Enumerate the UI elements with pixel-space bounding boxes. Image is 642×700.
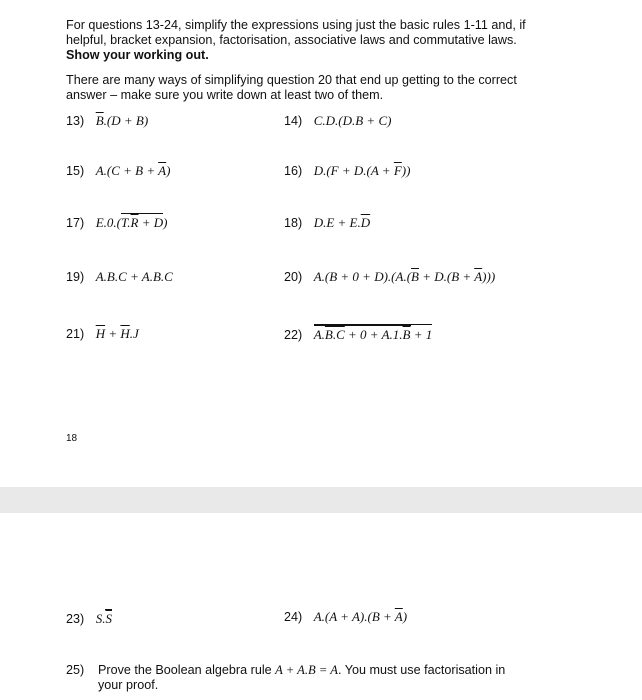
expression-22: $A.B.C + 0 + A.1.\overline{B} + 1$: [314, 327, 433, 342]
question-13: [66, 113, 148, 129]
expression-14: C.D.(D.B + C): [313, 113, 392, 128]
note-line: answer – make sure you write down at least two of them.: [66, 88, 384, 102]
question-24: [284, 609, 407, 625]
question-number: 13): [66, 114, 85, 128]
question-22: [284, 324, 432, 343]
instructions-line: For questions 13-24, simplify the expressions using just the basic rules 1-11 and, if: [66, 18, 526, 32]
question-25: [66, 663, 566, 692]
expression-15: $A.(C + B + \overline{A})$: [95, 163, 171, 178]
question-number: 23): [66, 612, 85, 626]
expression-13: $\overline{B}.(D + B)$: [95, 113, 149, 128]
question-25-text: Prove the Boolean algebra rule A + A.B = A. You must use factorisation in your proof.: [98, 663, 506, 692]
expression-16: $D.(F + D.(A + \overline{F}))$: [313, 163, 411, 178]
question-number: 25): [66, 663, 85, 677]
expression-17: $E.0.(T.\overline{R} + D)$: [95, 215, 168, 230]
question-number: 18): [284, 216, 303, 230]
question-number: 24): [284, 610, 303, 624]
expression-19: A.B.C + A.B.C: [95, 269, 173, 284]
question-number: 15): [66, 164, 85, 178]
expression-21: $\overline{H} + \overline{H}.J$: [95, 326, 139, 341]
question-20: [284, 269, 495, 285]
expression-20: $A.(B + 0 + D).(A.(\overline{B} + D.(B + \overline{A})))$: [313, 269, 496, 284]
question-number: 20): [284, 270, 303, 284]
page-break: [0, 487, 642, 513]
boolean-rule: A + A.B = A: [275, 663, 338, 677]
question-number: 14): [284, 114, 303, 128]
expression-23: $S.\overline{S}$: [95, 611, 112, 626]
question-number: 19): [66, 270, 85, 284]
question-15: [66, 163, 170, 179]
question-number: 21): [66, 327, 85, 341]
instructions-line: helpful, bracket expansion, factorisation, associative laws and commutative laws.: [66, 33, 517, 47]
question-number: 16): [284, 164, 303, 178]
question-16: [284, 163, 410, 179]
question-21: [66, 326, 139, 342]
question-18: [284, 215, 370, 231]
expression-24: $A.(A + A).(B + \overline{A})$: [313, 609, 408, 624]
q20-note: [66, 73, 586, 103]
note-line: There are many ways of simplifying question 20 that end up getting to the correct: [66, 73, 517, 87]
question-23: [66, 609, 112, 627]
question-number: 22): [284, 328, 303, 342]
question-17: [66, 215, 167, 231]
question-19: [66, 269, 173, 285]
instructions: [66, 18, 586, 63]
question-14: [284, 113, 391, 129]
instructions-emphasis: Show your working out.: [66, 48, 209, 62]
question-number: 17): [66, 216, 85, 230]
expression-18: $D.E + E.\overline{D}$: [313, 215, 371, 230]
page-number: 18: [66, 433, 78, 444]
